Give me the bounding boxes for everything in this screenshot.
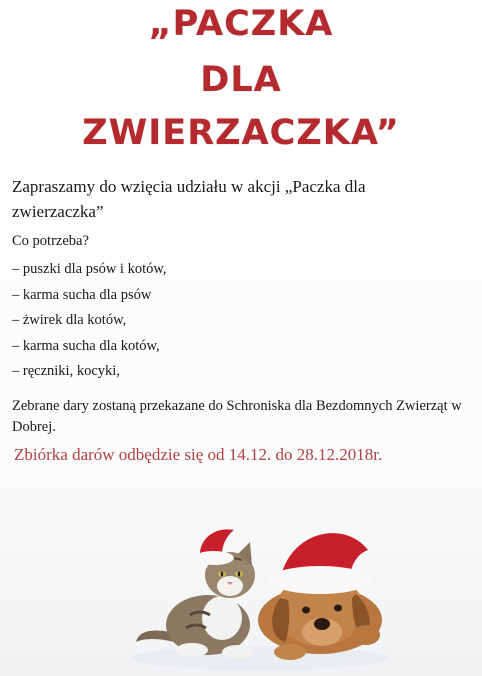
needs-item: – karma sucha dla psów [12, 286, 152, 303]
poster-title-line-2: DLA [200, 60, 282, 100]
needs-list [12, 262, 167, 390]
poster-title-line-3: ZWIERZACZKA” [82, 113, 400, 153]
collection-date: Zbiórka darów odbędzie się od 14.12. do 28.12.2018r. [14, 445, 383, 464]
needs-item: – karma sucha dla kotów, [12, 337, 160, 354]
intro-text: Zapraszamy do wzięcia udziału w akcji „Paczka dla zwierzaczka” [12, 177, 366, 221]
needs-item: – puszki dla psów i kotów, [12, 261, 167, 277]
donation-note: Zebrane dary zostaną przekazane do Schroniska dla Bezdomnych Zwierząt w Dobrej. [12, 398, 462, 435]
needs-item: – żwirek dla kotów, [12, 312, 127, 328]
needs-item: – ręczniki, kocyki, [12, 363, 120, 379]
dog-santa-hat [268, 533, 372, 594]
needs-heading: Co potrzeba? [12, 233, 89, 249]
cat-and-dog-photo [130, 520, 400, 670]
poster-title-line-1: „PACZKA [148, 4, 334, 44]
